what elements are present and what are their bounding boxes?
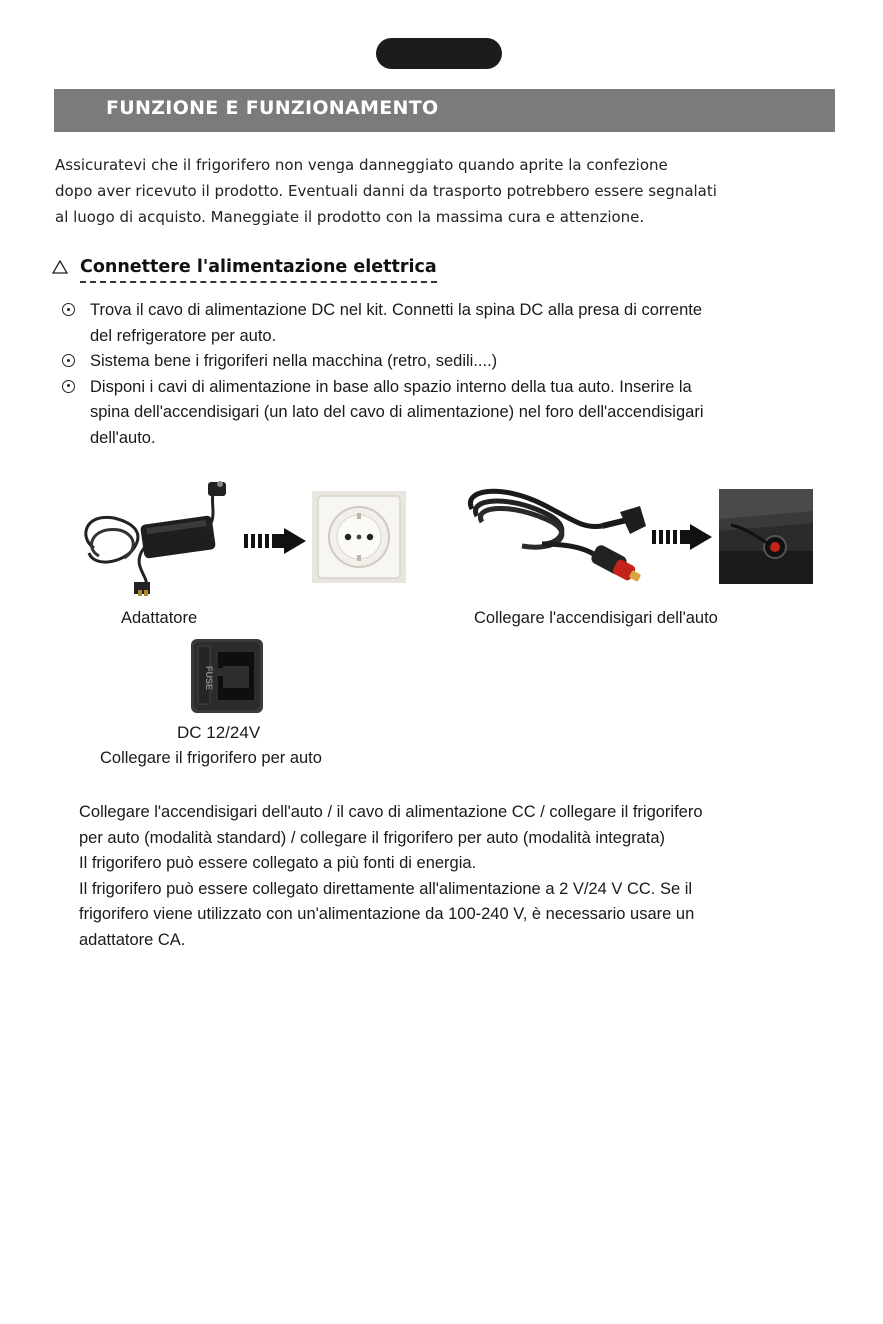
intro-line: dopo aver ricevuto il prodotto. Eventuali danni da trasporto potrebbero essere segnalati — [55, 182, 717, 200]
page-tab-pill — [376, 38, 502, 69]
dc-caption: DC 12/24V — [177, 723, 261, 742]
intro-line: al luogo di acquisto. Maneggiate il prodotto con la massima cura e attenzione. — [55, 208, 645, 226]
step-line: Sistema bene i frigoriferi nella macchina (retro, sedili....) — [90, 352, 498, 370]
wall-socket-image — [312, 491, 406, 588]
circle-bullet-icon — [62, 354, 75, 367]
step-line: del refrigeratore per auto. — [90, 326, 277, 345]
dc-caption-sub: Collegare il frigorifero per auto — [100, 749, 322, 767]
step-line: spina dell'accendisigari (un lato del cavo di alimentazione) nel foro dell'accendisigari — [90, 403, 704, 421]
intro-paragraph — [55, 152, 855, 230]
step-item — [62, 349, 852, 375]
step-item — [62, 375, 852, 452]
bottom-line: Il frigorifero può essere collegato a più fonti di energia. — [79, 854, 477, 872]
dc-connector-image — [190, 638, 264, 719]
warning-triangle-icon — [52, 260, 68, 274]
step-line: Disponi i cavi di alimentazione in base allo spazio interno della tua auto. Inserire la — [90, 377, 692, 396]
banner-title: FUNZIONE E FUNZIONAMENTO — [106, 97, 439, 119]
car-socket-image — [719, 489, 813, 589]
bottom-line: adattatore CA. — [79, 930, 186, 949]
bottom-line: Il frigorifero può essere collegato direttamente all'alimentazione a 2 V/24 V CC. Se il — [79, 879, 693, 898]
power-adapter-image — [74, 478, 234, 603]
adapter-caption: Adattatore — [121, 609, 198, 627]
bottom-paragraph — [79, 800, 839, 953]
bottom-line: frigorifero viene utilizzato con un'alimentazione da 100-240 V, è necessario usare un — [79, 905, 695, 923]
step-item — [62, 298, 852, 349]
circle-bullet-icon — [62, 380, 75, 393]
cigarette-lighter-cable-image — [462, 484, 652, 599]
intro-line: Assicuratevi che il frigorifero non venga danneggiato quando aprite la confezione — [55, 156, 668, 174]
fuse-label: FUSE — [204, 665, 214, 690]
bottom-line: per auto (modalità standard) / collegare il frigorifero per auto (modalità integrata) — [79, 828, 666, 847]
bottom-line: Collegare l'accendisigari dell'auto / il cavo di alimentazione CC / collegare il frigorifero — [79, 803, 703, 821]
step-line: Trova il cavo di alimentazione DC nel kit. Connetti la spina DC alla presa di corrente — [90, 301, 703, 319]
cigarette-caption: Collegare l'accendisigari dell'auto — [474, 609, 718, 627]
section-title: Connettere l'alimentazione elettrica — [80, 257, 437, 283]
circle-bullet-icon — [62, 303, 75, 316]
step-line: dell'auto. — [90, 428, 156, 447]
arrow-right-icon — [652, 524, 714, 555]
arrow-right-icon — [244, 528, 308, 559]
steps-list — [62, 298, 852, 451]
section-banner — [54, 89, 835, 132]
